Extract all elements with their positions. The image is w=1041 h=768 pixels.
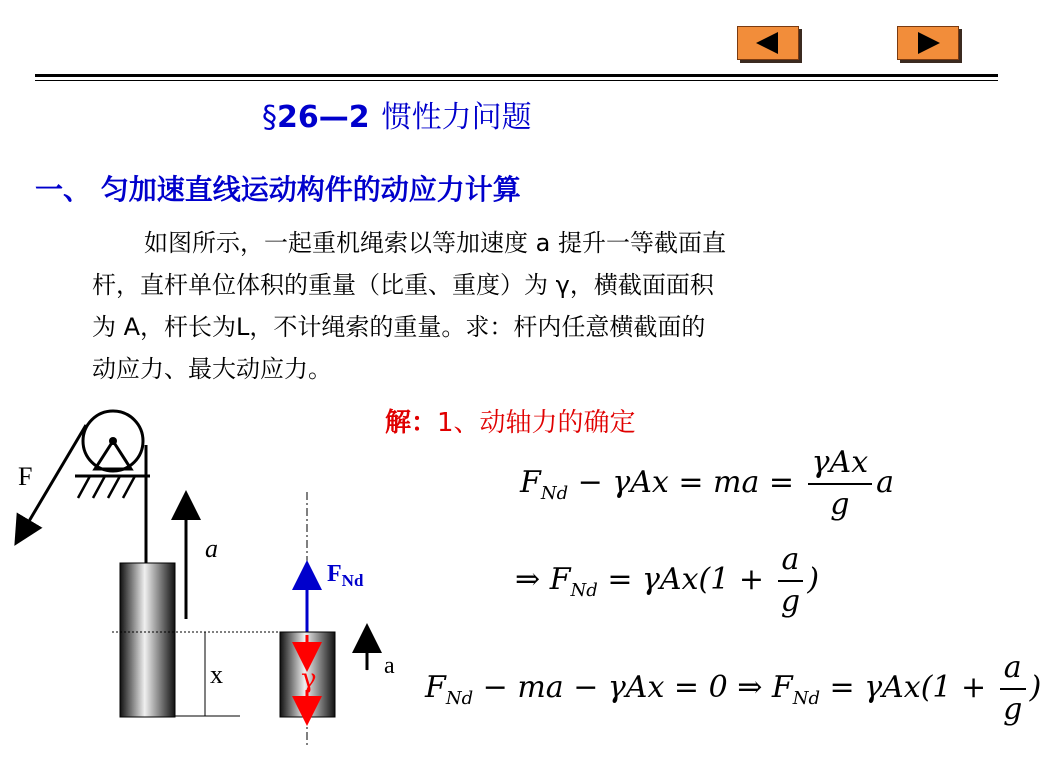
header-rule-thick xyxy=(35,74,998,77)
solution-label: 解： xyxy=(385,408,438,438)
paragraph-line: 如图所示，一起重机绳索以等加速度 a 提升一等截面直 xyxy=(144,229,726,257)
triangle-left-icon xyxy=(738,27,798,59)
title-text: 惯性力问题 xyxy=(381,100,532,135)
rod xyxy=(120,563,175,717)
acceleration-label: a xyxy=(205,534,218,563)
force-F-label: F xyxy=(18,462,33,491)
solution-step: 1、动轴力的确定 xyxy=(437,408,636,438)
page-title xyxy=(262,92,532,136)
FNd-label: $F_{Nd}$ xyxy=(327,561,364,590)
fraction: $\frac{\text{γAx}}{g}$ xyxy=(808,443,873,525)
triangle-right-icon xyxy=(898,27,958,59)
paragraph-line: 动应力、最大动应力。 xyxy=(92,355,332,383)
gamma-label: γ xyxy=(301,664,317,694)
equation-3: $F_{Nd}$ − ma − γAx = 0 ⇒ $F_{Nd} = \gamma Ax(1$ + $\frac{a}{g}$ ) xyxy=(425,648,1041,730)
problem-paragraph xyxy=(92,222,992,390)
x-label: x xyxy=(210,660,223,689)
acceleration-label-right: a xyxy=(384,653,395,679)
section-number: 26—2 xyxy=(277,100,370,135)
header-rule-thin xyxy=(35,80,998,81)
crane-rod-diagram xyxy=(0,395,410,765)
section-mark: § xyxy=(262,100,277,135)
fraction: $\frac{a}{g}$ xyxy=(778,540,804,622)
fraction: $\frac{a}{g}$ xyxy=(1000,648,1026,730)
next-slide-button[interactable] xyxy=(897,26,959,60)
equation-1: $F_{Nd} - \gamma Ax$ = ma = $\frac{\text{γAx}}{g}$ a xyxy=(520,443,894,525)
solution-heading xyxy=(385,402,636,439)
paragraph-line: 为 A，杆长为L，不计绳索的重量。求：杆内任意横截面的 xyxy=(92,313,706,341)
prev-slide-button[interactable] xyxy=(737,26,799,60)
equation-2: ⇒ $F_{Nd} = \gamma Ax(1$ + $\frac{a}{g}$ ) xyxy=(515,540,819,622)
section-heading: 一、 匀加速直线运动构件的动应力计算 xyxy=(35,173,521,206)
paragraph-line: 杆，直杆单位体积的重量（比重、重度）为 γ，横截面面积 xyxy=(92,271,714,299)
pulley xyxy=(75,411,150,498)
